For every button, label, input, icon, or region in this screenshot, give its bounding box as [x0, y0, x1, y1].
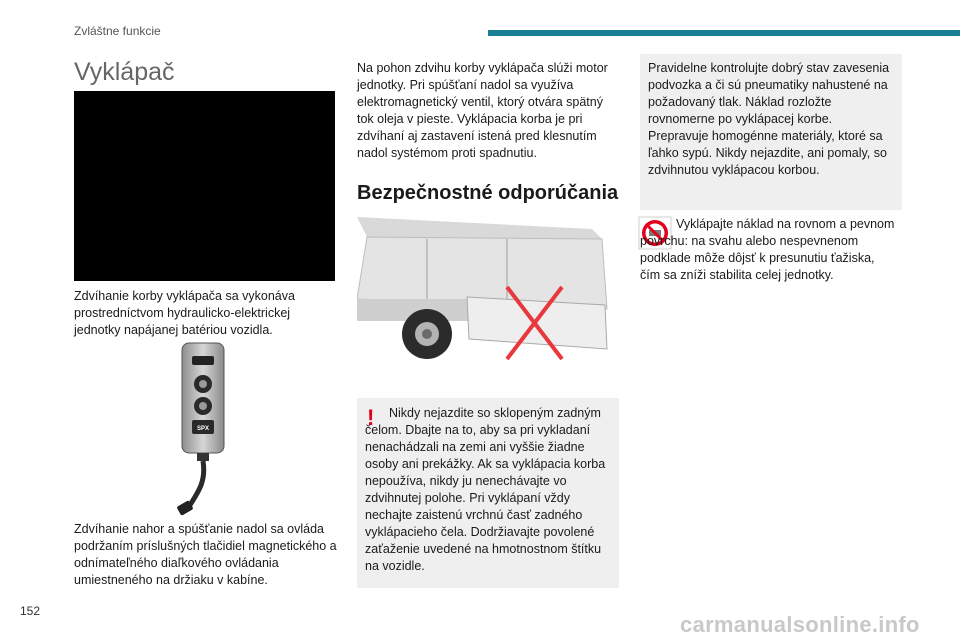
note-text: Pravidelne kontrolujte dobrý stav zavesenia podvozka a či sú pneumatiky nahustené na požadovaný tlak. Náklad rozložte rovnomerne po vyklápacej korbe. Prepravuje homogénne materiály, ktoré sa ľahko sypú. Nikdy nejazdite, ani pomaly, so zdvihnutou vyklápacou korbou.	[648, 61, 890, 177]
section-heading: Bezpečnostné odporúčania	[357, 182, 619, 204]
caption-remote-control: Zdvíhanie nahor a spúšťanie nadol sa ovláda podržaním príslušných tlačidiel magnetického a odnímateľného diaľkového ovládania umiestneného na držiaku v kabíne.	[74, 522, 337, 587]
intro-paragraph: Na pohon zdvihu korby vyklápača slúži motor jednotky. Pri spúšťaní nadol sa využíva elektromagnetický ventil, ktorý otvára spätný tok oleja v pieste. Vyklápacia korba je pri zdvíhaní aj zastavení istená pred klesnutím nadol systémom proti spadnutiu.	[357, 61, 608, 160]
tipper-photo	[74, 91, 335, 281]
remote-brand-label: SPX	[196, 426, 210, 432]
remote-control-image	[170, 340, 240, 520]
caption-hydraulic-unit: Zdvíhanie korby vyklápača sa vykonáva prostredníctvom hydraulicko-elektrickej jednotky napájanej batériou vozidla.	[74, 289, 295, 337]
page-number: 152	[20, 604, 41, 618]
page-title: Vyklápač	[74, 58, 175, 86]
warning-text: Nikdy nejazdite so sklopeným zadným čelom. Dbajte na to, aby sa pri vykladaní nenachádzali na zemi ani vyššie žiadne osoby ani prekážky. Ak sa vyklápacia korba nepoužíva, nikdy ju nenechávajte vo zdvihnutej polohe. Pri vyklápaní vždy nechajte zaistenú vrchnú časť zadného vyklápacieho čela. Dodržiavajte povolené zaťaženie uvedené na hmotnostnom štítku na vozidle.	[365, 406, 606, 573]
section-header: Zvláštne funkcie	[74, 24, 161, 38]
tipper-truck-image	[357, 209, 613, 385]
prohibition-text: Vyklápajte náklad na rovnom a pevnom povrchu: na svahu alebo nespevnenom podklade môže dôjsť k presunutiu ťažiska, čím sa zníži stabilita celej jednotky.	[640, 217, 895, 282]
header-accent-bar	[488, 30, 960, 36]
watermark: carmanualsonline.info	[680, 612, 920, 637]
warning-icon: !	[367, 405, 375, 430]
